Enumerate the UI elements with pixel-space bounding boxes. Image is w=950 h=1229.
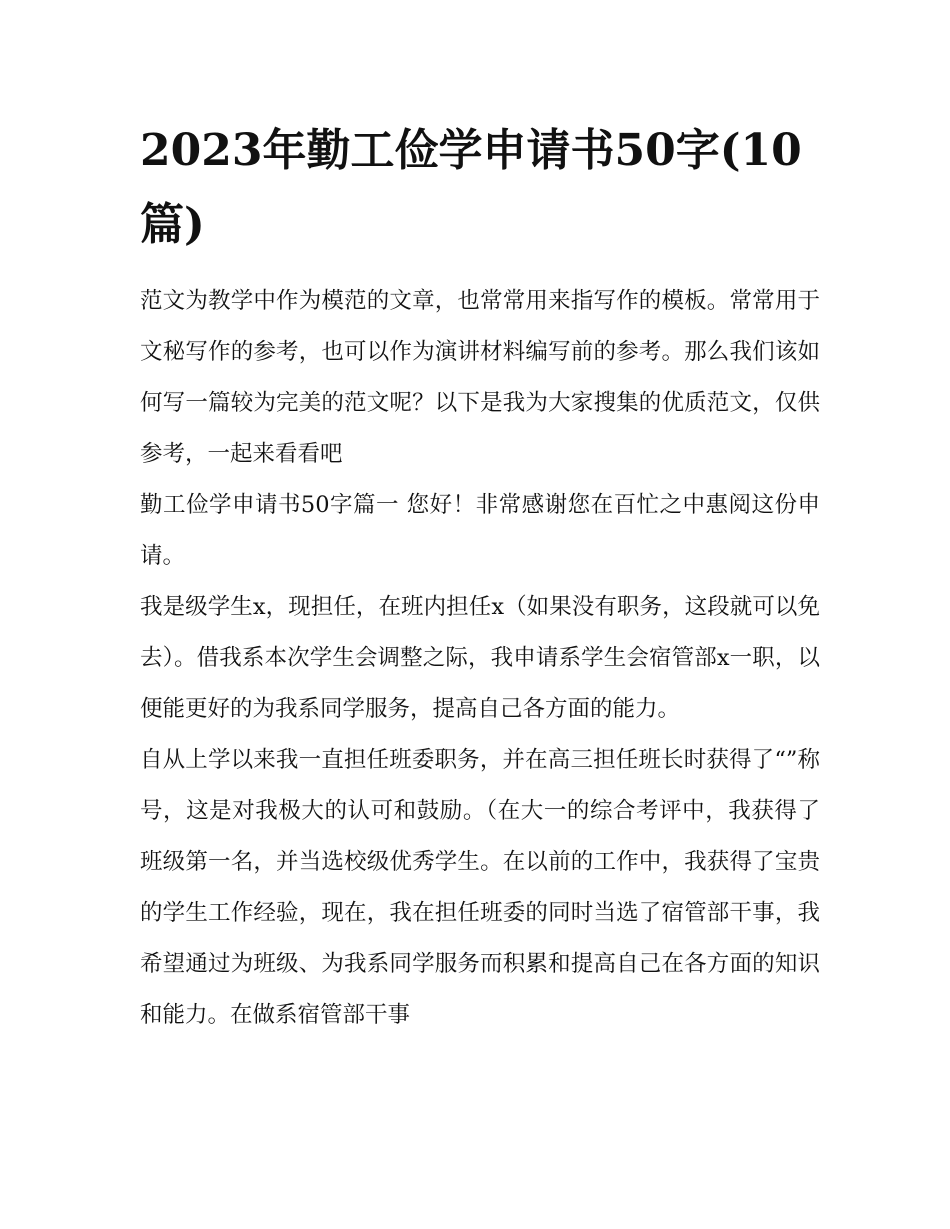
paragraph-experience: 自从上学以来我一直担任班委职务，并在高三担任班长时获得了“”称号，这是对我极大的认可和鼓励。（在大一的综合考评中，我获得了班级第一名，并当选校级优秀学生。在以前的工作中，我获得了宝贵的学生工作经验，现在，我在担任班委的同时当选了宿管部干事，我希望通过为班级、为我系同学服务而积累和提高自己在各方面的知识和能力。在做系宿管部干事: [140, 747, 820, 1028]
paragraph-intro: 范文为教学中作为模范的文章，也常常用来指写作的模板。常常用于文秘写作的参考，也可以作为演讲材料编写前的参考。那么我们该如何写一篇较为完美的范文呢？以下是我为大家搜集的优质范文，仅供参考，一起来看看吧: [140, 288, 820, 467]
document-title: 2023年勤工俭学申请书50字(10篇): [140, 125, 802, 250]
document-body: [140, 276, 820, 1041]
paragraph-self-introduction: 我是级学生x，现担任，在班内担任x（如果没有职务，这段就可以免去）。借我系本次学生会调整之际，我申请系学生会宿管部x一职，以便能更好的为我系同学服务，提高自己各方面的能力。: [140, 594, 820, 722]
paragraph-greeting: 勤工俭学申请书50字篇一 您好！非常感谢您在百忙之中惠阅这份申请。: [140, 492, 820, 569]
